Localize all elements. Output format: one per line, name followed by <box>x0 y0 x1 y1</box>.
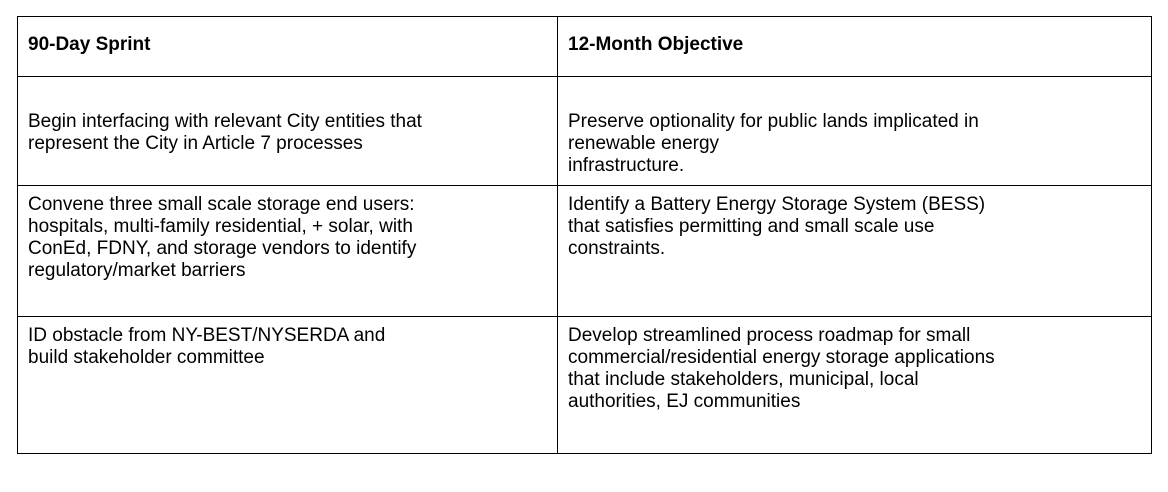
objective-cell <box>558 186 1152 317</box>
cell-line: build stakeholder committee <box>28 347 265 368</box>
cell-line: Convene three small scale storage end users: <box>28 194 415 215</box>
table-row <box>18 77 1152 186</box>
cell-line: authorities, EJ communities <box>568 391 801 412</box>
table-header-row <box>18 17 1152 77</box>
objective-cell <box>558 77 1152 186</box>
cell-line: ConEd, FDNY, and storage vendors to identify <box>28 238 417 259</box>
cell-line: Identify a Battery Energy Storage System (BESS) <box>568 194 986 215</box>
cell-line: that include stakeholders, municipal, local <box>568 369 919 390</box>
cell-line: infrastructure. <box>568 155 685 176</box>
cell-line: Preserve optionality for public lands implicated in <box>568 111 979 132</box>
sprint-cell <box>18 186 558 317</box>
sprint-cell <box>18 77 558 186</box>
sprint-objective-table <box>17 16 1152 454</box>
cell-line: constraints. <box>568 238 666 259</box>
cell-line: renewable energy <box>568 133 720 154</box>
cell-line: represent the City in Article 7 processes <box>28 133 363 154</box>
cell-line: regulatory/market barriers <box>28 260 246 281</box>
cell-line: hospitals, multi-family residential, + solar, with <box>28 216 413 237</box>
cell-line: Develop streamlined process roadmap for small <box>568 325 971 346</box>
table-row <box>18 317 1152 454</box>
sprint-cell <box>18 317 558 454</box>
header-12-month-objective: 12-Month Objective <box>558 17 1152 77</box>
cell-line: that satisfies permitting and small scale use <box>568 216 935 237</box>
cell-line: Begin interfacing with relevant City entities that <box>28 111 422 132</box>
objective-cell <box>558 317 1152 454</box>
header-90-day-sprint: 90-Day Sprint <box>18 17 558 77</box>
cell-line: ID obstacle from NY-BEST/NYSERDA and <box>28 325 386 346</box>
cell-line: commercial/residential energy storage applications <box>568 347 995 368</box>
table-row <box>18 186 1152 317</box>
